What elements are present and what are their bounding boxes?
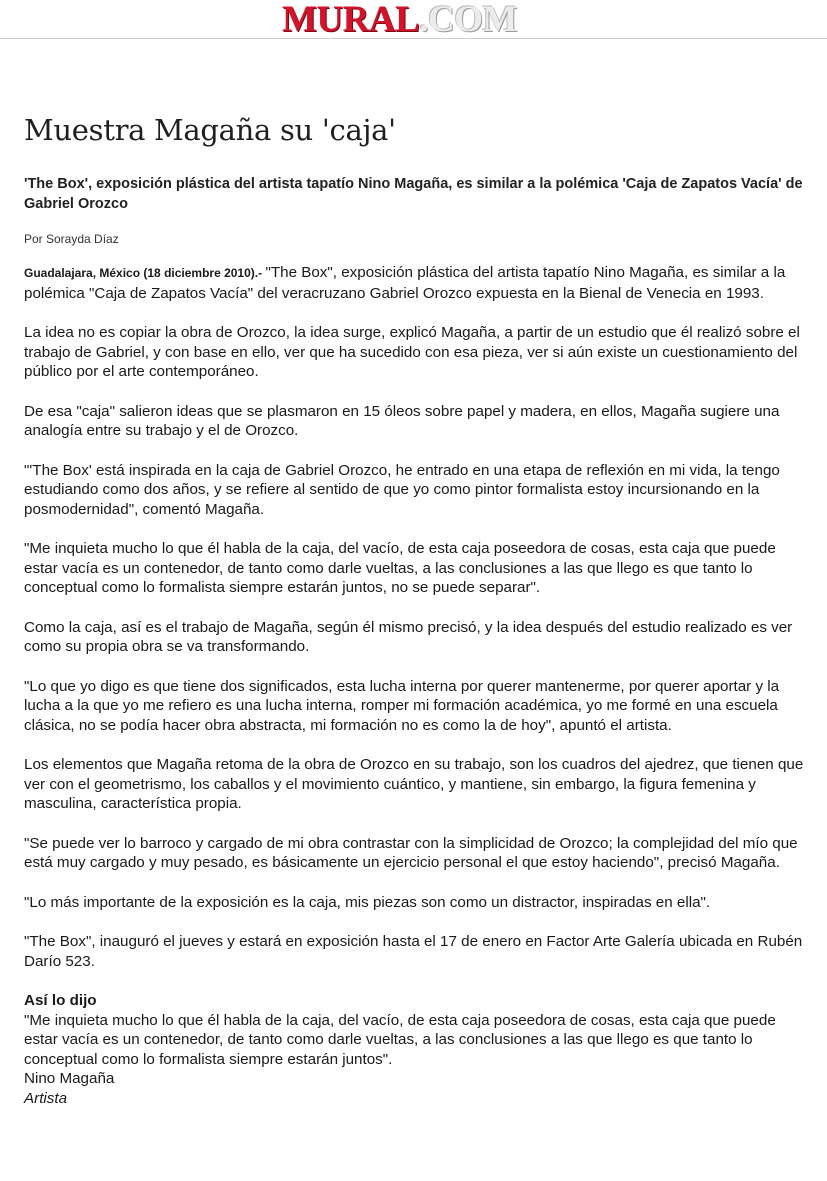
article	[24, 112, 804, 1108]
dateline: Guadalajara, México (18 diciembre 2010).-	[24, 266, 266, 280]
masthead	[0, 0, 827, 39]
paragraph: "Me inquieta mucho lo que él habla de la caja, del vacío, de esta caja poseedora de cosas, esta caja que puede estar vacía es un contenedor, de tanto como darle vueltas, a las conclusiones a las que llego es que tanto lo conceptual como lo formalista siempre estarán juntos, no se puede separar".	[24, 540, 776, 596]
quote-author-name: Nino Magaña	[24, 1070, 115, 1087]
article-subtitle: 'The Box', exposición plástica del artista tapatío Nino Magaña, es similar a la polémica 'Caja de Zapatos Vacía' de Gabriel Orozco	[24, 176, 803, 212]
article-body	[24, 263, 804, 1108]
paragraph: "Se puede ver lo barroco y cargado de mi obra contrastar con la simplicidad de Orozco; la complejidad del mío que está muy cargado y muy pesado, es básicamente un ejercicio personal el que estoy haciendo", precisó Magaña.	[24, 834, 798, 871]
lead-paragraph	[24, 263, 804, 303]
paragraph: "The Box", inauguró el jueves y estará en exposición hasta el 17 de enero en Factor Arte Galería ubicada en Rubén Darío 523.	[24, 933, 803, 970]
quote-box	[24, 991, 804, 1108]
paragraph: "'The Box' está inspirada en la caja de Gabriel Orozco, he entrado en una etapa de reflexión en mi vida, la tengo estudiando como dos años, y se refiere al sentido de que yo como pintor formalista estoy incursionando en la posmodernidad", comentó Magaña.	[24, 461, 780, 518]
lead-text: "The Box", exposición plástica del artista tapatío Nino Magaña, es similar a la polémica "Caja de Zapatos Vacía" del veracruzano Gabriel Orozco expuesta en la Bienal de Venecia en 1993.	[24, 264, 786, 302]
quote-heading: Así lo dijo	[24, 992, 97, 1009]
paragraph: Como la caja, así es el trabajo de Magaña, según él mismo precisó, y la idea después del estudio realizado es ver como su propia obra se va transformando.	[24, 618, 793, 655]
article-byline: Por Sorayda Díaz	[24, 232, 119, 246]
paragraph: La idea no es copiar la obra de Orozco, la idea surge, explicó Magaña, a partir de un estudio que él realizó sobre el trabajo de Gabriel, y con base en ello, ver que ha sucedido con esa pieza, ver si aún existe un cuestionamiento del público por el arte contemporáneo.	[24, 324, 800, 380]
logo-mural-text: MURAL	[282, 0, 420, 40]
logo-com-text: .COM	[419, 0, 517, 40]
quote-text: "Me inquieta mucho lo que él habla de la caja, del vacío, de esta caja poseedora de cosas, esta caja que puede estar vacía es un contenedor, de tanto como darle vueltas, a las conclusiones a las que llego es que tanto lo conceptual como lo formalista siempre estarán juntos".	[24, 1011, 776, 1068]
paragraph: De esa "caja" salieron ideas que se plasmaron en 15 óleos sobre papel y madera, en ellos, Magaña sugiere una analogía entre su trabajo y el de Orozco.	[24, 402, 780, 439]
paragraph: "Lo que yo digo es que tiene dos significados, esta lucha interna por querer mantenerme, por querer aportar y la lucha a la que yo me refiero es una lucha interna, romper mi formación académica, yo me formé en una escuela clásica, no se podía hacer obra abstracta, mi formación no es como la de hoy", apuntó el artista.	[24, 677, 780, 734]
quote-author-role: Artista	[24, 1089, 68, 1107]
mural-logo[interactable]	[282, 2, 517, 38]
paragraph: Los elementos que Magaña retoma de la obra de Orozco en su trabajo, son los cuadros del ajedrez, que tienen que ver con el geometrismo, los caballos y el movimiento cuántico, y mantiene, sin embargo, la figura femenina y masculina, característica propia.	[24, 756, 804, 812]
paragraph: "Lo más importante de la exposición es la caja, mis piezas son como un distractor, inspiradas en ella".	[24, 893, 711, 911]
article-headline: Muestra Magaña su 'caja'	[24, 113, 396, 147]
